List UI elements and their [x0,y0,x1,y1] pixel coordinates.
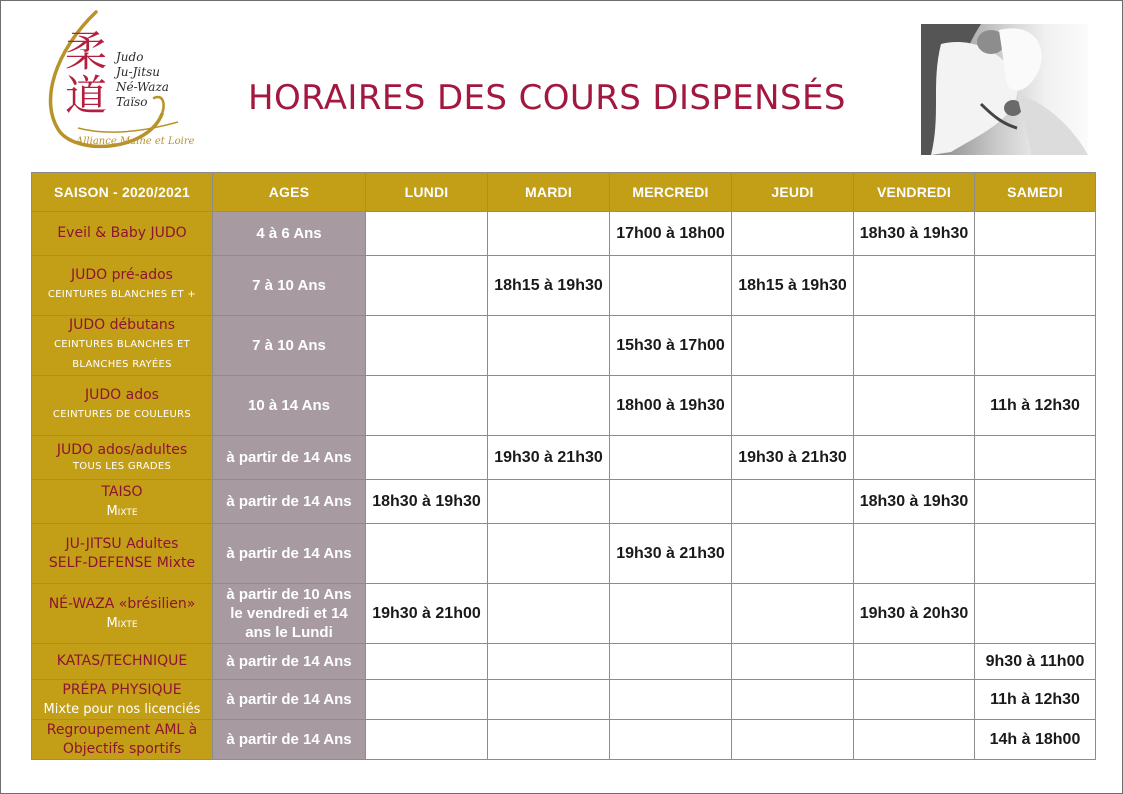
course-cell [32,316,213,376]
table-row [32,436,1096,480]
slot-friday [854,680,975,720]
course-cell [32,644,213,680]
slot-tuesday [488,584,610,644]
header-monday: LUNDI [366,173,488,212]
slot-friday: 19h30 à 20h30 [854,584,975,644]
schedule-table [31,172,1096,760]
slot-monday [366,376,488,436]
header-ages: AGES [213,173,366,212]
course-cell [32,584,213,644]
course-cell [32,256,213,316]
course-subtitle: CEINTURES BLANCHES ET BLANCHES RAYÉES [53,339,190,370]
logo-kanji-bottom: 道 [64,71,107,120]
table-row [32,480,1096,524]
course-name: KATAS/TECHNIQUE [56,653,188,669]
slot-saturday [975,584,1096,644]
page-title: HORAIRES DES COURS DISPENSÉS [248,78,846,118]
slot-saturday [975,316,1096,376]
slot-thursday [732,584,854,644]
course-name: Eveil & Baby JUDO [57,225,187,241]
slot-saturday [975,436,1096,480]
table-row [32,680,1096,720]
slot-tuesday [488,480,610,524]
slot-wednesday: 19h30 à 21h30 [610,524,732,584]
course-name: JU-JITSU Adultes SELF-DEFENSE Mixte [48,535,196,571]
age-cell: 10 à 14 Ans [213,376,366,436]
slot-friday [854,436,975,480]
slot-wednesday [610,584,732,644]
slot-monday [366,316,488,376]
table-header-row [32,173,1096,212]
slot-tuesday [488,680,610,720]
course-subtitle: Mixte pour nos licenciés [43,701,201,717]
table-row [32,256,1096,316]
slot-thursday: 19h30 à 21h30 [732,436,854,480]
slot-wednesday [610,480,732,524]
course-cell [32,720,213,760]
slot-thursday [732,644,854,680]
course-name: PRÉPA PHYSIQUE [62,681,182,698]
slot-tuesday [488,376,610,436]
slot-monday [366,212,488,256]
slot-tuesday [488,644,610,680]
slot-tuesday: 19h30 à 21h30 [488,436,610,480]
slot-tuesday: 18h15 à 19h30 [488,256,610,316]
slot-friday [854,644,975,680]
slot-thursday [732,316,854,376]
slot-saturday [975,256,1096,316]
header-tuesday: MARDI [488,173,610,212]
slot-monday: 18h30 à 19h30 [366,480,488,524]
age-cell: 7 à 10 Ans [213,256,366,316]
header-thursday: JEUDI [732,173,854,212]
logo-line: Né-Waza [116,80,169,94]
age-cell: à partir de 14 Ans [213,644,366,680]
slot-wednesday [610,644,732,680]
course-name: JUDO pré-ados [71,267,173,283]
course-cell [32,376,213,436]
header-wednesday: MERCREDI [610,173,732,212]
course-cell [32,480,213,524]
course-name: NÉ-WAZA «brésilien» [48,595,196,612]
slot-saturday: 11h à 12h30 [975,680,1096,720]
logo-line: Taïso [116,95,148,109]
slot-saturday [975,524,1096,584]
judo-photo [921,24,1088,155]
slot-wednesday: 17h00 à 18h00 [610,212,732,256]
slot-saturday [975,480,1096,524]
course-name: JUDO ados [85,387,159,403]
slot-monday: 19h30 à 21h00 [366,584,488,644]
course-name: JUDO ados/adultes [56,442,188,458]
course-name: TAISO [101,483,143,500]
logo-line: Judo [116,50,144,64]
course-subtitle: TOUS LES GRADES [72,461,172,472]
slot-friday: 18h30 à 19h30 [854,480,975,524]
table-row [32,316,1096,376]
slot-monday [366,436,488,480]
table-row [32,720,1096,760]
slot-friday [854,256,975,316]
slot-monday [366,644,488,680]
slot-thursday [732,376,854,436]
header-saturday: SAMEDI [975,173,1096,212]
slot-saturday: 9h30 à 11h00 [975,644,1096,680]
table-row [32,212,1096,256]
slot-tuesday [488,524,610,584]
header-season: SAISON - 2020/2021 [32,173,213,212]
slot-tuesday [488,212,610,256]
slot-friday [854,316,975,376]
course-cell [32,524,213,584]
slot-friday [854,720,975,760]
logo-kanji-top: 柔 [64,27,107,76]
age-cell: à partir de 10 Ans le vendredi et 14 ans le Lundi [213,584,366,644]
slot-monday [366,720,488,760]
table-row [32,644,1096,680]
slot-friday [854,376,975,436]
slot-wednesday [610,256,732,316]
header-friday: VENDREDI [854,173,975,212]
age-cell: à partir de 14 Ans [213,524,366,584]
slot-friday [854,524,975,584]
slot-monday [366,256,488,316]
course-cell [32,680,213,720]
judo-throw-illustration-icon [921,24,1088,155]
club-logo [38,10,198,162]
slot-wednesday [610,720,732,760]
course-subtitle: CEINTURES DE COULEURS [52,409,192,420]
age-cell: à partir de 14 Ans [213,720,366,760]
slot-thursday [732,524,854,584]
slot-thursday [732,480,854,524]
table-row [32,584,1096,644]
slot-saturday: 11h à 12h30 [975,376,1096,436]
slot-friday: 18h30 à 19h30 [854,212,975,256]
logo-tagline: Alliance Maine et Loire [76,136,195,147]
logo-line: Ju-Jitsu [116,65,160,79]
slot-wednesday: 18h00 à 19h30 [610,376,732,436]
slot-thursday: 18h15 à 19h30 [732,256,854,316]
course-subtitle: CEINTURES BLANCHES ET + [47,289,197,300]
slot-thursday [732,720,854,760]
slot-wednesday [610,680,732,720]
slot-thursday [732,212,854,256]
slot-tuesday [488,720,610,760]
slot-monday [366,680,488,720]
course-cell [32,212,213,256]
table-row [32,524,1096,584]
slot-thursday [732,680,854,720]
slot-saturday: 14h à 18h00 [975,720,1096,760]
course-cell [32,436,213,480]
age-cell: 4 à 6 Ans [213,212,366,256]
age-cell: 7 à 10 Ans [213,316,366,376]
logo-disciplines [116,50,169,110]
table-row [32,376,1096,436]
slot-saturday [975,212,1096,256]
age-cell: à partir de 14 Ans [213,480,366,524]
course-subtitle: Mixte [106,615,138,631]
slot-tuesday [488,316,610,376]
slot-wednesday: 15h30 à 17h00 [610,316,732,376]
logo-kanji [64,27,108,120]
age-cell: à partir de 14 Ans [213,436,366,480]
slot-monday [366,524,488,584]
course-name: Regroupement AML à Objectifs sportifs [46,721,198,757]
course-name: JUDO débutans [68,317,176,333]
age-cell: à partir de 14 Ans [213,680,366,720]
course-subtitle: Mixte [106,503,138,519]
slot-wednesday [610,436,732,480]
